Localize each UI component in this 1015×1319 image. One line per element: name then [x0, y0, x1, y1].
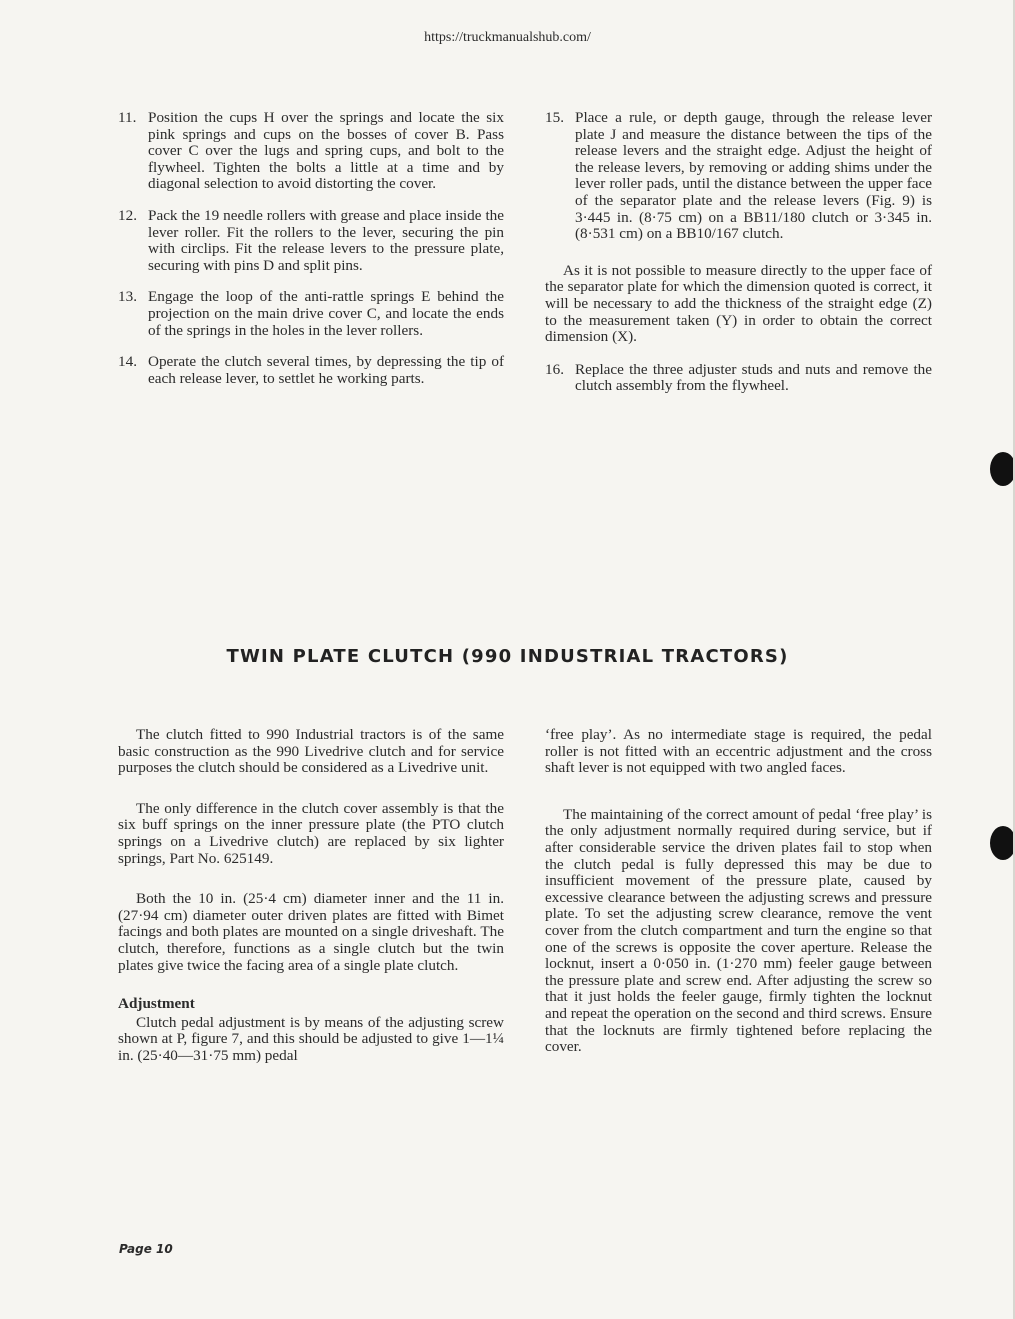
- item-text: Replace the three adjuster studs and nuts and remove the clutch assembly from the flywheel.: [575, 360, 932, 395]
- binder-hole-icon: [990, 452, 1015, 486]
- item-number: 12.: [118, 206, 137, 224]
- item-number: 16.: [545, 360, 564, 378]
- item-text: Place a rule, or depth gauge, through the release lever plate J and measure the distance between the tips of the release levers and the straight edge. Adjust the height of the release levers, by removing or adding shims under the lever roller pads, until the distance between the upper face of the separator plate and the release levers (Fig. 9) is 3·445 in. (8·75 cm) on a BB11/180 clutch or 3·345 in. (8·531 cm) on a BB10/167 clutch.: [575, 109, 932, 243]
- measurement-note: As it is not possible to measure directly to the upper face of the separator plate for which the dimension quoted is correct, it will be necessary to add the thickness of the straight edge (Z) to the measurement taken (Y) in order to obtain the correct dimension (X).: [545, 261, 932, 346]
- item-number: 11.: [118, 109, 137, 126]
- paragraph: The maintaining of the correct amount of pedal ‘free play’ is the only adjustment normally required during service, but if after considerable service the driven plates fail to stop when the clutch pedal is fully depressed this may be due to insufficient movement of the pressure plate, caused by excessive clearance between the adjusting screws and pressure plate. To set the adjusting screw clearance, remove the vent cover from the clutch compartment and turn the engine so that one of the screws is opposite the cover aperture. Release the locknut, insert a 0·050 in. (1·270 mm) feeler gauge between the pressure plate and screw end. After adjusting the screw so that it just holds the feeler gauge, firmly tighten the locknut and repeat the operation on the second and third screws. Ensure that the locknuts are firmly tightened before replacing the cover.: [545, 805, 932, 1056]
- list-item: [118, 289, 504, 339]
- paragraph: Clutch pedal adjustment is by means of the adjusting screw shown at P, figure 7, and this should be adjusted to give 1—1¼ in. (25·40—31·75 mm) pedal: [118, 1013, 504, 1064]
- paragraph: The only difference in the clutch cover assembly is that the six buff springs on the inner pressure plate (the PTO clutch springs on a Livedrive clutch) are replaced by six lighter springs, Part No. 625149.: [118, 799, 504, 867]
- list-item: [118, 110, 504, 193]
- item-text: Operate the clutch several times, by depressing the tip of each release lever, to settlet he working parts.: [148, 353, 504, 387]
- paragraph: Both the 10 in. (25·4 cm) diameter inner and the 11 in. (27·94 cm) diameter outer driven plates are fitted with Bimet facings and both plates are mounted on a single driveshaft. The clutch, therefore, functions as a single clutch but the twin plates give twice the facing area of a single plate clutch.: [118, 890, 504, 974]
- item-number: 13.: [118, 288, 137, 306]
- section-heading: TWIN PLATE CLUTCH (990 INDUSTRIAL TRACTORS): [226, 646, 789, 667]
- page-number: Page 10: [119, 1242, 173, 1256]
- list-item: [545, 362, 932, 395]
- bottom-right-column: [545, 727, 932, 1072]
- paragraph: ‘free play’. As no intermediate stage is required, the pedal roller is not fitted with an eccentric adjustment and the cross shaft lever is not equipped with two angled faces.: [545, 726, 932, 777]
- top-right-column: [545, 110, 932, 410]
- item-text: Position the cups H over the springs and locate the six pink springs and cups on the bosses of cover B. Pass cover C over the lugs and spring cups, and bolt to the flywheel. Tighten the bolts a little at a time and by diagonal selection to avoid distorting the cover.: [148, 109, 504, 193]
- item-text: Pack the 19 needle rollers with grease and place inside the lever roller. Fit the rollers to the lever, securing the pin with circlips. Fit the release levers to the pressure plate, securing with pins D and split pins.: [148, 206, 504, 274]
- paragraph: The clutch fitted to 990 Industrial tractors is of the same basic construction as the 990 Livedrive clutch and for service purposes the clutch should be considered as a Livedrive unit.: [118, 726, 504, 777]
- subheading: Adjustment: [118, 995, 195, 1013]
- item-number: 15.: [545, 109, 564, 126]
- item-number: 14.: [118, 353, 137, 371]
- top-left-column: [118, 110, 504, 402]
- item-text: Engage the loop of the anti-rattle springs E behind the projection on the main drive cover C, and locate the ends of the springs in the holes in the lever rollers.: [148, 288, 504, 339]
- list-item: [118, 208, 504, 274]
- list-item: [545, 110, 932, 243]
- bottom-left-column: [118, 727, 504, 1081]
- list-item: [118, 354, 504, 387]
- binder-hole-icon: [990, 826, 1015, 860]
- header-url: https://truckmanualshub.com/: [424, 30, 591, 45]
